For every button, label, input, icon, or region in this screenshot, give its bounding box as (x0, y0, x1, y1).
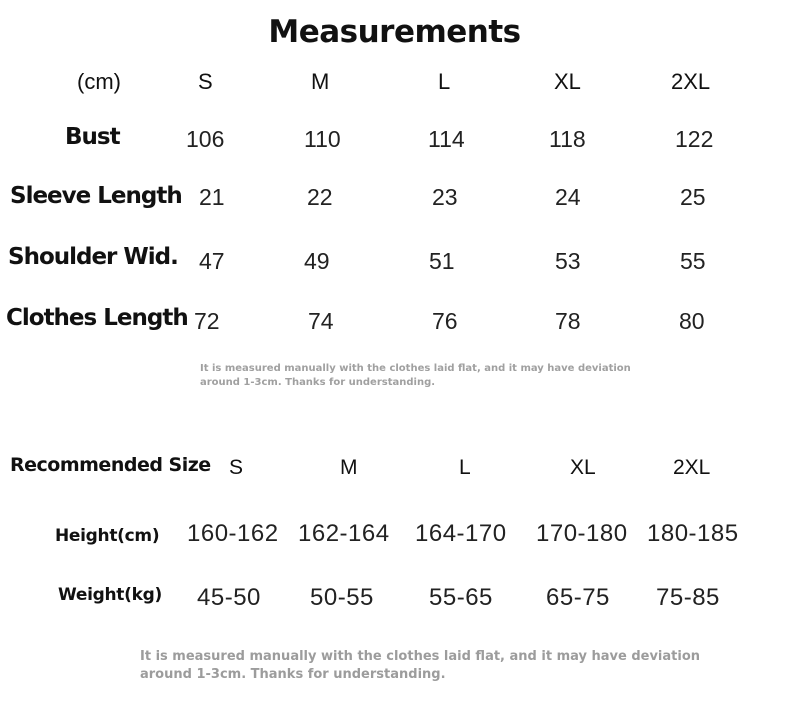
table-cell: 75-85 (656, 584, 720, 611)
table-cell: 47 (199, 248, 225, 274)
table-cell: 164-170 (415, 520, 507, 547)
table-cell: 160-162 (187, 520, 279, 547)
table-cell: 65-75 (546, 584, 610, 611)
measurement-note-line2: around 1-3cm. Thanks for understanding. (200, 376, 436, 388)
measurement-note-line1: It is measured manually with the clothes laid flat, and it may have deviation (200, 363, 631, 374)
size-header-2xl: 2XL (671, 69, 711, 94)
table-cell: 78 (555, 308, 581, 334)
table-cell: 55 (680, 248, 706, 274)
table-cell: 23 (432, 184, 458, 210)
measurement-note (200, 362, 631, 389)
table-cell: 22 (307, 184, 333, 210)
table-cell: 24 (555, 184, 581, 210)
table-cell: 80 (679, 308, 705, 334)
table-cell: 45-50 (197, 584, 261, 611)
table-cell: 162-164 (298, 520, 390, 547)
table-cell: 180-185 (647, 520, 739, 547)
size-header-xl: XL (554, 69, 581, 94)
table-cell: 50-55 (310, 584, 374, 611)
recommended-note (140, 648, 700, 683)
rec-size-header-l: L (459, 456, 471, 479)
rec-size-header-2xl: 2XL (673, 456, 711, 479)
recommended-note-line2: around 1-3cm. Thanks for understanding. (140, 666, 446, 682)
size-header-s: S (198, 69, 213, 94)
recommended-size-label: Recommended Size (10, 454, 211, 476)
unit-label: (cm) (77, 69, 121, 94)
table-cell: 74 (308, 308, 334, 334)
rec-size-header-m: M (340, 456, 358, 479)
table-cell: 51 (429, 248, 455, 274)
row-label-bust: Bust (65, 124, 120, 150)
row-label-weight: Weight(kg) (58, 585, 162, 605)
recommended-note-line1: It is measured manually with the clothes laid flat, and it may have deviation (140, 649, 701, 664)
table-cell: 21 (199, 184, 225, 210)
rec-size-header-xl: XL (570, 456, 596, 479)
table-cell: 76 (432, 308, 458, 334)
table-cell: 106 (186, 126, 225, 152)
size-header-l: L (438, 69, 451, 94)
rec-size-header-s: S (229, 456, 244, 479)
table-cell: 122 (675, 126, 714, 152)
table-cell: 53 (555, 248, 581, 274)
table-cell: 25 (680, 184, 706, 210)
table-cell: 110 (304, 126, 341, 152)
size-header-m: M (311, 69, 330, 94)
table-cell: 118 (549, 126, 586, 152)
page-title: Measurements (268, 14, 521, 50)
row-label-shoulder-width: Shoulder Wid. (8, 244, 178, 270)
table-cell: 170-180 (536, 520, 628, 547)
table-cell: 114 (428, 126, 465, 152)
row-label-sleeve-length: Sleeve Length (10, 183, 182, 209)
table-cell: 72 (194, 308, 220, 334)
row-label-clothes-length: Clothes Length (6, 305, 188, 331)
row-label-height: Height(cm) (55, 526, 160, 546)
table-cell: 49 (304, 248, 330, 274)
table-cell: 55-65 (429, 584, 493, 611)
